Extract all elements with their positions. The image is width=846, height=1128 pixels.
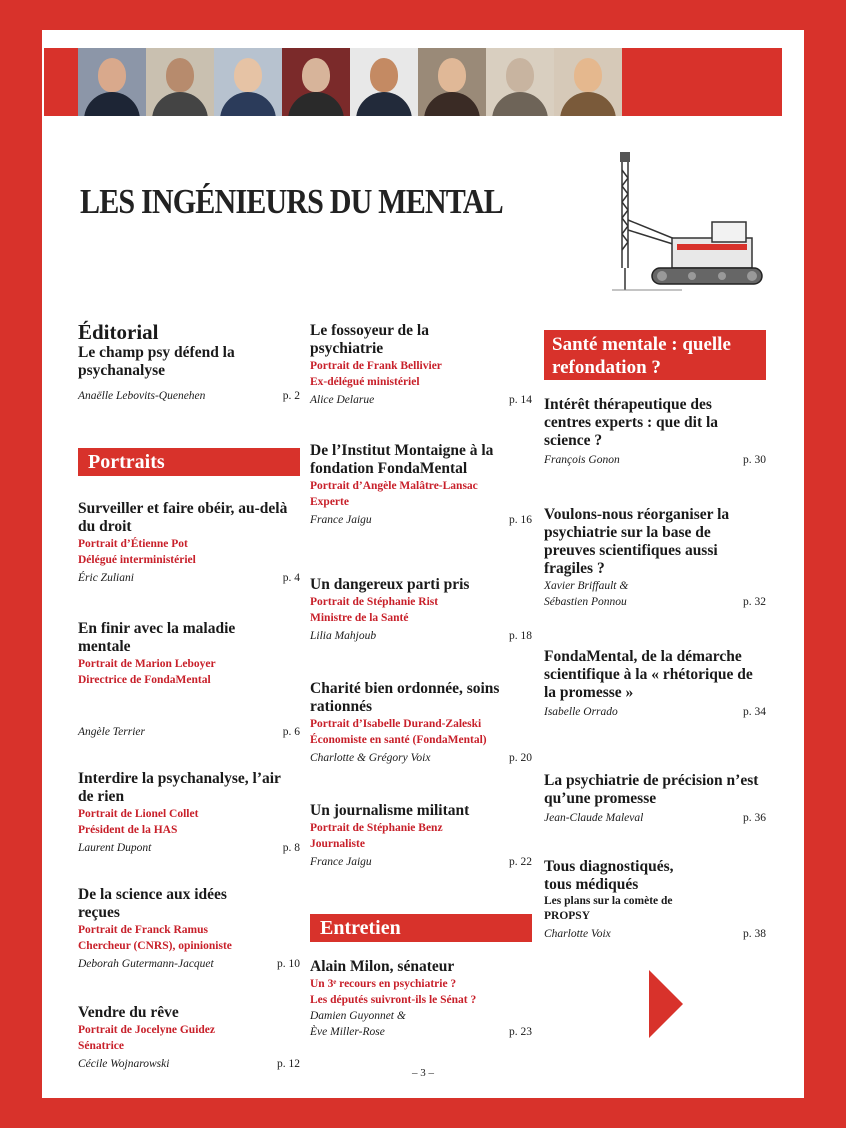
entry-byline: [544, 704, 766, 720]
entry-byline: [310, 750, 532, 766]
editorial-heading: Éditorial: [78, 320, 159, 344]
entry-byline: [544, 810, 766, 826]
entry-role-line: Président de la HAS: [78, 824, 178, 836]
entry-author: Angèle Terrier: [78, 726, 145, 738]
entry-byline: [78, 840, 300, 856]
entry-page: p. 38: [743, 928, 766, 940]
entry-author: Jean-Claude Maleval: [544, 812, 644, 824]
entry-page: p. 20: [509, 752, 532, 764]
entry-title: FondaMental, de la démarche scientifique à la « rhétorique de la promesse »: [544, 648, 753, 701]
entry-byline: [310, 392, 532, 408]
toc-entry[interactable]: [310, 576, 532, 644]
entry-author: Deborah Gutermann-Jacquet: [78, 958, 214, 970]
entry-role-line: Sénatrice: [78, 1040, 124, 1052]
toc-entry[interactable]: [544, 772, 766, 826]
entry-page: p. 12: [277, 1058, 300, 1070]
portrait-photo-7: [486, 48, 554, 116]
entry-author: Alice Delarue: [310, 394, 375, 406]
entry-portrait-line: Portrait de Jocelyne Guidez: [78, 1024, 216, 1036]
page-folio: – 3 –: [412, 1067, 434, 1079]
entry-byline: [310, 854, 532, 870]
toc-entry[interactable]: [310, 680, 532, 766]
entry-author: Xavier Briffault &: [544, 580, 629, 592]
editorial-entry[interactable]: [78, 320, 300, 404]
toc-entry[interactable]: [310, 322, 532, 408]
entry-author: Damien Guyonnet &: [310, 1010, 406, 1022]
strip-red-right: [622, 48, 782, 116]
entry-role-line: Ministre de la Santé: [310, 612, 409, 624]
entry-portrait-line: Portrait de Franck Ramus: [78, 924, 208, 936]
entry-byline: [78, 956, 300, 972]
toc-entry[interactable]: [78, 886, 300, 972]
entry-title: De l’Institut Montaigne à la fondation FondaMental: [310, 442, 494, 477]
toc-entry[interactable]: [544, 506, 766, 610]
entry-role-line: Directrice de FondaMental: [78, 674, 211, 686]
portrait-photo-5: [350, 48, 418, 116]
entry-author: Isabelle Orrado: [544, 706, 618, 718]
entry-title: Vendre du rêve: [78, 1004, 179, 1021]
entry-page: p. 23: [509, 1026, 532, 1038]
entry-role-line: Ex-délégué ministériel: [310, 376, 420, 388]
section-bar-entretien: Entretien: [310, 914, 532, 942]
entry-portrait-line: Portrait de Stéphanie Benz: [310, 822, 443, 834]
page-title: LES INGÉNIEURS DU MENTAL: [80, 182, 503, 221]
entry-title: Voulons-nous réorganiser la psychiatrie sur la base de preuves scientifiques aussi fragiles ?: [544, 506, 730, 577]
entry-title: Un journalisme militant: [310, 802, 470, 819]
entry-page: p. 4: [282, 572, 300, 584]
entry-author: France Jaigu: [310, 856, 372, 868]
entry-role-line: Économiste en santé (FondaMental): [310, 734, 487, 746]
toc-entry[interactable]: [310, 442, 532, 528]
entry-byline: [310, 1024, 532, 1040]
entry-page: p. 30: [743, 454, 766, 466]
entry-byline: [78, 724, 300, 740]
portrait-photo-6: [418, 48, 486, 116]
entry-title: Un dangereux parti pris: [310, 576, 470, 593]
portrait-photo-strip: [44, 48, 782, 116]
entry-author: Charlotte & Grégory Voix: [310, 752, 431, 764]
entry-author: Laurent Dupont: [78, 842, 152, 854]
portrait-photo-4: [282, 48, 350, 116]
toc-entry[interactable]: [78, 500, 300, 586]
section-title: Santé mentale : quelle refondation ?: [552, 334, 731, 378]
entry-title: Charité bien ordonnée, soins rationnés: [310, 680, 500, 715]
entry-title: Intérêt thérapeutique des centres experts : que dit la science ?: [544, 396, 719, 449]
entry-author: Anaëlle Lebovits-Quenehen: [78, 390, 206, 402]
magazine-page: [42, 30, 804, 1098]
entry-role-line: Chercheur (CNRS), opinioniste: [78, 940, 232, 952]
entry-role-line: Experte: [310, 496, 349, 508]
entry-title: Tous diagnostiqués, tous médiqués: [544, 858, 674, 893]
entry-author: Lilia Mahjoub: [310, 630, 377, 642]
entry-portrait-line: Portrait d’Angèle Malâtre-Lansac: [310, 480, 478, 492]
entry-page: p. 18: [509, 630, 532, 642]
section-bar-sante-mentale: [544, 330, 766, 380]
entry-title: Le champ psy défend la psychanalyse: [78, 344, 235, 379]
entry-byline: [310, 628, 532, 644]
interview-entry[interactable]: [310, 958, 532, 1040]
entry-byline: [310, 512, 532, 528]
entry-title: En finir avec la maladie mentale: [78, 620, 236, 655]
toc-entry[interactable]: [544, 396, 766, 468]
entry-title: De la science aux idées reçues: [78, 886, 227, 921]
entry-portrait-line: Portrait d’Isabelle Durand-Zaleski: [310, 718, 482, 730]
entry-author: France Jaigu: [310, 514, 372, 526]
entry-subtitle-line: Les députés suivront-ils le Sénat ?: [310, 994, 477, 1006]
entry-portrait-line: Portrait d’Étienne Pot: [78, 538, 188, 550]
entry-page: p. 16: [509, 514, 532, 526]
entry-subtitle-line: Un 3ᵉ recours en psychiatrie ?: [310, 978, 457, 990]
entry-page: p. 6: [282, 726, 300, 738]
entry-byline: [544, 452, 766, 468]
toc-entry[interactable]: [544, 858, 766, 942]
entry-portrait-line: Portrait de Stéphanie Rist: [310, 596, 439, 608]
entry-author: Ève Miller-Rose: [310, 1026, 385, 1038]
entry-title: Surveiller et faire obéir, au-delà du droit: [78, 500, 288, 535]
drilling-machine-illustration: [582, 150, 772, 300]
entry-author: Éric Zuliani: [78, 572, 134, 584]
entry-subtitle: Les plans sur la comète de PROPSY: [544, 895, 673, 922]
entry-page: p. 22: [509, 856, 532, 868]
next-page-arrow-icon[interactable]: [649, 970, 683, 1038]
entry-page: p. 34: [743, 706, 766, 718]
entry-portrait-line: Portrait de Frank Bellivier: [310, 360, 442, 372]
toc-entry[interactable]: [78, 620, 248, 688]
entry-byline: [544, 926, 766, 942]
entry-title: Interdire la psychanalyse, l’air de rien: [78, 770, 281, 805]
entry-page: p. 8: [282, 842, 300, 854]
entry-author: Cécile Wojnarowski: [78, 1058, 170, 1070]
entry-page: p. 10: [277, 958, 300, 970]
section-bar-portraits: Portraits: [78, 448, 300, 476]
toc-entry[interactable]: [78, 770, 300, 856]
entry-portrait-line: Portrait de Marion Leboyer: [78, 658, 216, 670]
strip-red-left: [44, 48, 78, 116]
entry-byline: [78, 388, 300, 404]
entry-page: p. 14: [509, 394, 532, 406]
entry-page: p. 32: [743, 596, 766, 608]
entry-title: Le fossoyeur de la psychiatrie: [310, 322, 429, 357]
toc-entry[interactable]: [78, 1004, 300, 1072]
entry-portrait-line: Portrait de Lionel Collet: [78, 808, 199, 820]
entry-byline: [544, 594, 766, 610]
entry-author: Charlotte Voix: [544, 928, 611, 940]
portrait-photo-1: [78, 48, 146, 116]
entry-title: La psychiatrie de précision n’est qu’une promesse: [544, 772, 759, 807]
entry-author: François Gonon: [544, 454, 620, 466]
entry-title: Alain Milon, sénateur: [310, 958, 455, 975]
entry-author: Sébastien Ponnou: [544, 596, 627, 608]
entry-role-line: Journaliste: [310, 838, 365, 850]
portrait-photo-2: [146, 48, 214, 116]
portrait-photo-3: [214, 48, 282, 116]
portrait-photo-8: [554, 48, 622, 116]
entry-byline: [78, 570, 300, 586]
toc-entry[interactable]: [544, 648, 766, 720]
entry-page: p. 36: [743, 812, 766, 824]
entry-page: p. 2: [282, 390, 300, 402]
toc-entry[interactable]: [310, 802, 532, 870]
entry-role-line: Délégué interministériel: [78, 554, 196, 566]
